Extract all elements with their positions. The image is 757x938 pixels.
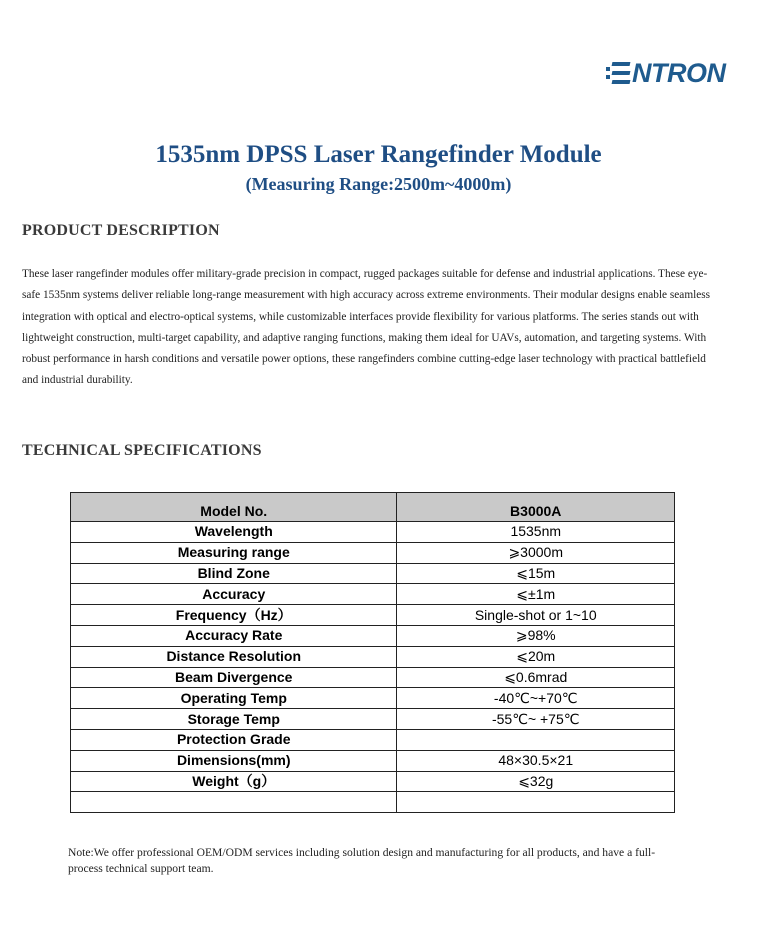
table-row	[71, 729, 675, 750]
spec-value: ⩾98%	[397, 625, 675, 646]
spec-value: ⩾3000m	[397, 542, 675, 563]
table-row	[71, 625, 675, 646]
spec-value: ⩽20m	[397, 646, 675, 667]
spec-label: Dimensions(mm)	[71, 750, 397, 771]
spec-value: -55℃~ +75℃	[397, 709, 675, 730]
table-row	[71, 646, 675, 667]
empty-cell	[397, 792, 675, 813]
spec-label: Accuracy Rate	[71, 625, 397, 646]
spec-value	[397, 729, 675, 750]
logo-dots-icon	[606, 65, 610, 81]
table-row	[71, 522, 675, 543]
spec-label: Weight（g）	[71, 771, 397, 792]
spec-value: -40℃~+70℃	[397, 688, 675, 709]
spec-value: 48×30.5×21	[397, 750, 675, 771]
table-row	[71, 771, 675, 792]
spec-value: ⩽±1m	[397, 584, 675, 605]
spec-label: Measuring range	[71, 542, 397, 563]
table-row	[71, 605, 675, 626]
table-row	[71, 750, 675, 771]
spec-value: ⩽32g	[397, 771, 675, 792]
spec-table	[70, 492, 675, 813]
spec-value: Single-shot or 1~10	[397, 605, 675, 626]
spec-label: Wavelength	[71, 522, 397, 543]
logo-text: NTRON	[632, 57, 726, 88]
spec-value: 1535nm	[397, 522, 675, 543]
spec-table-header-row	[71, 493, 675, 522]
spec-value: ⩽15m	[397, 563, 675, 584]
empty-table-row	[71, 792, 675, 813]
table-row	[71, 542, 675, 563]
spec-label: Protection Grade	[71, 729, 397, 750]
product-description-heading: PRODUCT DESCRIPTION	[22, 222, 220, 239]
spec-label: Beam Divergence	[71, 667, 397, 688]
table-row	[71, 563, 675, 584]
spec-label: Distance Resolution	[71, 646, 397, 667]
spec-label: Accuracy	[71, 584, 397, 605]
logo-e-mark-icon	[612, 62, 630, 84]
empty-cell	[71, 792, 397, 813]
spec-label: Blind Zone	[71, 563, 397, 584]
service-note: Note:We offer professional OEM/ODM services including solution design and manufacturing for all products, and have a full-process technical support team.	[68, 846, 656, 875]
spec-value: ⩽0.6mrad	[397, 667, 675, 688]
table-row	[71, 709, 675, 730]
spec-label: Storage Temp	[71, 709, 397, 730]
table-row	[71, 688, 675, 709]
header-label-cell: Model No.	[71, 493, 397, 522]
company-logo	[606, 58, 726, 88]
table-row	[71, 667, 675, 688]
header-value-cell: B3000A	[397, 493, 675, 522]
spec-label: Operating Temp	[71, 688, 397, 709]
document-subtitle: (Measuring Range:2500m~4000m)	[245, 174, 512, 194]
table-row	[71, 584, 675, 605]
spec-label: Frequency（Hz）	[71, 605, 397, 626]
technical-specifications-heading: TECHNICAL SPECIFICATIONS	[22, 442, 262, 459]
document-title: 1535nm DPSS Laser Rangefinder Module	[155, 141, 602, 168]
product-description-text: These laser rangefinder modules offer military-grade precision in compact, rugged packages suitable for defense and industrial applications. These eye-safe 1535nm systems deliver reliable long-range measurement with high accuracy across extreme environments. Their modular designs enable seamless integration with optical and electro-optical systems, while customizable interfaces provide flexibility for various platforms. The series stands out with lightweight construction, multi-target capability, and adaptive ranging functions, making them ideal for UAVs, automation, and targeting systems. With robust performance in harsh conditions and versatile power options, these rangefinders combine cutting-edge laser technology with practical battlefield and industrial durability.	[22, 268, 711, 387]
